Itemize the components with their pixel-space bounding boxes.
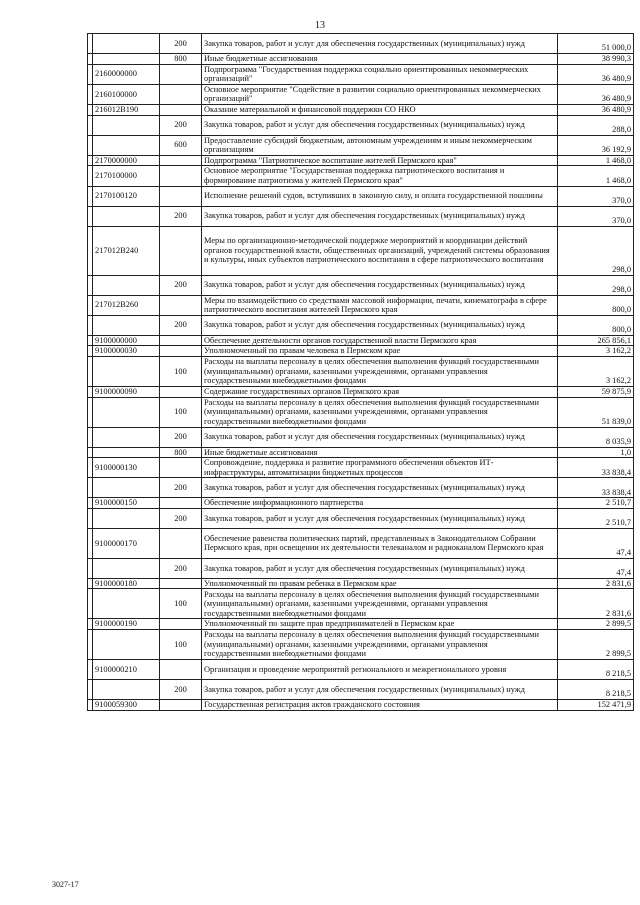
table-row [88,508,634,528]
sum-cell: 8 035,9 [558,427,634,447]
table-row [88,295,634,315]
footer-code: 3027-17 [52,880,79,889]
sum-cell: 265 856,1 [558,335,634,346]
expense-type-cell [160,660,202,680]
code-cell [93,356,160,386]
code-cell [93,206,160,226]
expense-type-cell: 800 [160,447,202,458]
sum-cell: 800,0 [558,295,634,315]
expense-type-cell: 100 [160,589,202,619]
sum-cell: 33 838,4 [558,478,634,498]
table-row [88,498,634,509]
expense-type-cell [160,386,202,397]
code-cell [93,54,160,65]
table-row [88,680,634,700]
code-cell: 9100000130 [93,458,160,478]
code-cell [93,680,160,700]
name-cell: Закупка товаров, работ и услуг для обеспечения государственных (муниципальных) нужд [202,275,558,295]
name-cell: Иные бюджетные ассигнования [202,54,558,65]
name-cell: Обеспечение равенства политических партий, представленных в Законодательном Собрании Пермского края, при освещении их деятельности телеканалом и радиоканалом Пермского края [202,528,558,558]
table-row [88,335,634,346]
expense-type-cell: 200 [160,275,202,295]
expense-type-cell [160,64,202,84]
sum-cell: 2 831,6 [558,589,634,619]
expense-type-cell [160,700,202,711]
name-cell: Закупка товаров, работ и услуг для обеспечения государственных (муниципальных) нужд [202,115,558,135]
name-cell: Меры по взаимодействию со средствами массовой информации, печати, кинематографа в сфере патриотического воспитания жителей Пермского края [202,295,558,315]
sum-cell: 298,0 [558,275,634,295]
code-cell: 2170100000 [93,166,160,186]
sum-cell: 38 990,3 [558,54,634,65]
sum-cell: 36 192,9 [558,135,634,155]
sum-cell: 33 838,4 [558,458,634,478]
expense-type-cell [160,84,202,104]
code-cell: 9100000210 [93,660,160,680]
name-cell: Расходы на выплаты персоналу в целях обеспечения выполнения функций государственными (муниципальными) органами, казенными учреждениями, органами управления государственными внебюджетными фондами [202,397,558,427]
code-cell: 217012В240 [93,226,160,275]
table-row [88,478,634,498]
table-row [88,660,634,680]
name-cell: Предоставление субсидий бюджетным, автономным учреждениям и иным некоммерческим организациям [202,135,558,155]
table-row [88,386,634,397]
code-cell [93,34,160,54]
table-row [88,397,634,427]
code-cell: 216012В190 [93,104,160,115]
expense-type-cell [160,498,202,509]
code-cell [93,115,160,135]
sum-cell: 3 162,2 [558,356,634,386]
table-row [88,558,634,578]
code-cell: 9100000170 [93,528,160,558]
code-cell: 9100000180 [93,578,160,589]
name-cell: Расходы на выплаты персоналу в целях обеспечения выполнения функций государственными (муниципальными) органами, казенными учреждениями, органами управления государственными внебюджетными фондами [202,630,558,660]
sum-cell: 2 510,7 [558,508,634,528]
code-cell [93,275,160,295]
sum-cell: 800,0 [558,315,634,335]
code-cell: 9100000000 [93,335,160,346]
expense-type-cell [160,155,202,166]
expense-type-cell [160,226,202,275]
expense-type-cell [160,335,202,346]
budget-table-body [88,34,634,711]
code-cell [93,427,160,447]
expense-type-cell: 200 [160,206,202,226]
expense-type-cell: 200 [160,680,202,700]
table-row [88,427,634,447]
sum-cell: 370,0 [558,206,634,226]
table-row [88,447,634,458]
sum-cell: 51 839,0 [558,397,634,427]
code-cell [93,589,160,619]
code-cell: 9100000090 [93,386,160,397]
name-cell: Расходы на выплаты персоналу в целях обеспечения выполнения функций государственными (муниципальными) органами, казенными учреждениями, органами управления государственными внебюджетными фондами [202,356,558,386]
table-row [88,589,634,619]
sum-cell: 288,0 [558,115,634,135]
name-cell: Уполномоченный по защите прав предпринимателей в Пермском крае [202,619,558,630]
table-row [88,226,634,275]
sum-cell: 1 468,0 [558,166,634,186]
page-number: 13 [315,20,325,31]
expense-type-cell: 200 [160,34,202,54]
expense-type-cell [160,166,202,186]
sum-cell: 8 218,5 [558,680,634,700]
name-cell: Меры по организационно-методической поддержке мероприятий и координации действий органов государственной власти, общественных организаций, учреждений системы образования и культуры, иных субъектов патриотического воспитания в сфере патриотического воспитания [202,226,558,275]
name-cell: Основное мероприятие "Государственная поддержка патриотического воспитания и формирование патриотизма у жителей Пермского края" [202,166,558,186]
code-cell: 9100000030 [93,346,160,357]
expense-type-cell [160,619,202,630]
code-cell [93,447,160,458]
code-cell: 2160100000 [93,84,160,104]
code-cell [93,630,160,660]
table-row [88,619,634,630]
code-cell: 9100059300 [93,700,160,711]
name-cell: Обеспечение деятельности органов государственной власти Пермского края [202,335,558,346]
sum-cell: 152 471,9 [558,700,634,711]
name-cell: Уполномоченный по правам человека в Пермском крае [202,346,558,357]
sum-cell: 47,4 [558,528,634,558]
name-cell: Подпрограмма "Государственная поддержка социально ориентированных некоммерческих организаций" [202,64,558,84]
name-cell: Исполнение решений судов, вступивших в законную силу, и оплата государственной пошлины [202,186,558,206]
code-cell [93,558,160,578]
sum-cell: 2 899,5 [558,630,634,660]
table-row [88,578,634,589]
sum-cell: 36 480,9 [558,84,634,104]
expense-type-cell: 200 [160,115,202,135]
expense-type-cell: 600 [160,135,202,155]
name-cell: Расходы на выплаты персоналу в целях обеспечения выполнения функций государственными (муниципальными) органами, казенными учреждениями, органами управления государственными внебюджетными фондами [202,589,558,619]
code-cell: 2170000000 [93,155,160,166]
table-row [88,206,634,226]
code-cell: 9100000150 [93,498,160,509]
table-row [88,135,634,155]
table-row [88,458,634,478]
code-cell: 2170100120 [93,186,160,206]
name-cell: Закупка товаров, работ и услуг для обеспечения государственных (муниципальных) нужд [202,478,558,498]
name-cell: Организация и проведение мероприятий регионального и межрегионального уровня [202,660,558,680]
sum-cell: 47,4 [558,558,634,578]
name-cell: Основное мероприятие "Содействие в развитии социально ориентированных некоммерческих организаций" [202,84,558,104]
sum-cell: 1,0 [558,447,634,458]
code-cell [93,478,160,498]
table-row [88,54,634,65]
expense-type-cell: 100 [160,356,202,386]
table-row [88,186,634,206]
name-cell: Оказание материальной и финансовой поддержки СО НКО [202,104,558,115]
table-row [88,700,634,711]
sum-cell: 59 875,9 [558,386,634,397]
expense-type-cell [160,295,202,315]
code-cell [93,315,160,335]
expense-type-cell: 100 [160,630,202,660]
sum-cell: 370,0 [558,186,634,206]
code-cell [93,397,160,427]
expense-type-cell: 200 [160,478,202,498]
table-row [88,166,634,186]
name-cell: Закупка товаров, работ и услуг для обеспечения государственных (муниципальных) нужд [202,315,558,335]
expense-type-cell: 200 [160,427,202,447]
name-cell: Подпрограмма "Патриотическое воспитание жителей Пермского края" [202,155,558,166]
sum-cell: 36 480,9 [558,104,634,115]
name-cell: Закупка товаров, работ и услуг для обеспечения государственных (муниципальных) нужд [202,680,558,700]
name-cell: Иные бюджетные ассигнования [202,447,558,458]
name-cell: Сопровождение, поддержка и развитие программного обеспечения объектов ИТ-инфраструктуры, автоматизации бюджетных процессов [202,458,558,478]
code-cell: 9100000190 [93,619,160,630]
expense-type-cell [160,346,202,357]
budget-table [87,33,634,711]
sum-cell: 2 510,7 [558,498,634,509]
table-row [88,346,634,357]
table-row [88,528,634,558]
expense-type-cell: 800 [160,54,202,65]
expense-type-cell: 200 [160,508,202,528]
expense-type-cell [160,528,202,558]
name-cell: Закупка товаров, работ и услуг для обеспечения государственных (муниципальных) нужд [202,558,558,578]
table-row [88,155,634,166]
sum-cell: 2 899,5 [558,619,634,630]
expense-type-cell: 200 [160,315,202,335]
expense-type-cell: 200 [160,558,202,578]
expense-type-cell [160,458,202,478]
name-cell: Содержание государственных органов Пермского края [202,386,558,397]
code-cell [93,135,160,155]
name-cell: Закупка товаров, работ и услуг для обеспечения государственных (муниципальных) нужд [202,34,558,54]
expense-type-cell [160,578,202,589]
sum-cell: 3 162,2 [558,346,634,357]
name-cell: Обеспечение информационного партнерства [202,498,558,509]
table-row [88,84,634,104]
table-row [88,275,634,295]
sum-cell: 36 480,9 [558,64,634,84]
table-row [88,104,634,115]
code-cell: 217012В260 [93,295,160,315]
sum-cell: 8 218,5 [558,660,634,680]
code-cell: 2160000000 [93,64,160,84]
name-cell: Закупка товаров, работ и услуг для обеспечения государственных (муниципальных) нужд [202,206,558,226]
expense-type-cell: 100 [160,397,202,427]
expense-type-cell [160,104,202,115]
table-row [88,356,634,386]
name-cell: Закупка товаров, работ и услуг для обеспечения государственных (муниципальных) нужд [202,427,558,447]
sum-cell: 298,0 [558,226,634,275]
name-cell: Уполномоченный по правам ребенка в Пермском крае [202,578,558,589]
name-cell: Закупка товаров, работ и услуг для обеспечения государственных (муниципальных) нужд [202,508,558,528]
table-row [88,630,634,660]
code-cell [93,508,160,528]
table-row [88,34,634,54]
sum-cell: 2 831,6 [558,578,634,589]
table-row [88,115,634,135]
name-cell: Государственная регистрация актов гражданского состояния [202,700,558,711]
table-row [88,64,634,84]
sum-cell: 1 468,0 [558,155,634,166]
table-row [88,315,634,335]
sum-cell: 51 000,0 [558,34,634,54]
expense-type-cell [160,186,202,206]
